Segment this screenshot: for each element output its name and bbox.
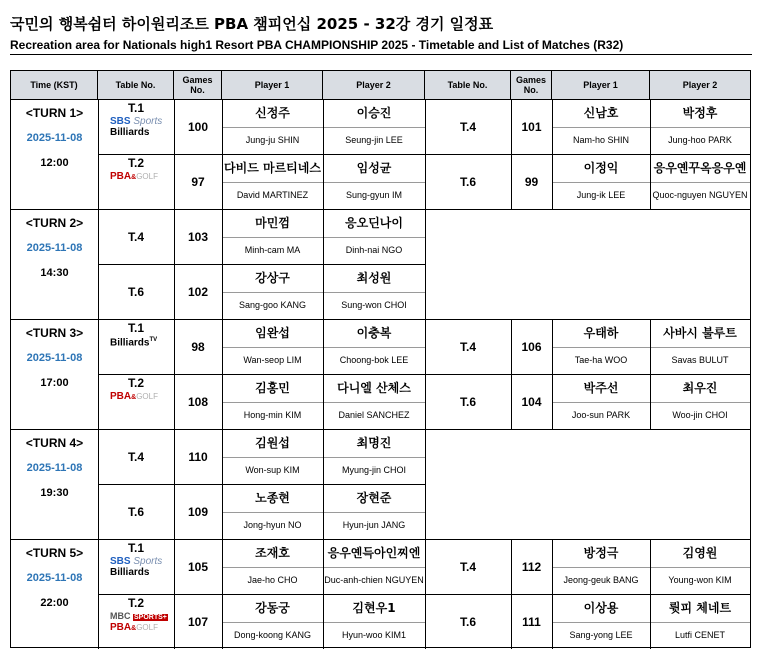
match-divider xyxy=(98,154,750,155)
header-table-no: Table No. xyxy=(98,71,174,99)
page-title-korean: 국민의 행복쉼터 하이원리조트 PBA 챔피언십 2025 - 32강 경기 일정표 xyxy=(10,15,494,33)
column-divider xyxy=(425,429,426,539)
golf-logo-text: GOLF xyxy=(136,623,158,632)
game-number: 108 xyxy=(187,394,209,409)
player1-english-name: Jeong-geuk BANG xyxy=(563,575,639,586)
player1-korean-name: 박주선 xyxy=(583,381,619,396)
player1-english-name: Jung-ik LEE xyxy=(576,190,626,201)
table-number: T.6 xyxy=(127,284,144,299)
header-games-no: Games No. xyxy=(174,71,222,99)
player1-english-name: Jong-hyun NO xyxy=(243,520,302,531)
player2-korean-name: 임성균 xyxy=(356,161,392,176)
table-number: T.1 xyxy=(127,101,144,115)
pba-logo-text: PBA xyxy=(110,622,132,633)
name-divider xyxy=(552,127,750,128)
table-number: T.1 xyxy=(127,541,144,555)
player2-english-name: Sung-gyun IM xyxy=(345,190,403,201)
table-number: T.2 xyxy=(127,596,144,610)
player2-korean-name: 륏피 체네트 xyxy=(668,601,732,616)
game-number: 112 xyxy=(521,559,542,574)
player2-korean-name: 최명진 xyxy=(356,436,392,451)
game-number: 103 xyxy=(187,229,209,244)
player1-english-name: Jung-ju SHIN xyxy=(245,135,300,146)
player2-english-name: Choong-bok LEE xyxy=(339,355,409,366)
player1-korean-name: 방정극 xyxy=(583,546,619,561)
player2-korean-name: 응우옌꾸옥응우옌 xyxy=(653,161,747,176)
sbs-sports-logo xyxy=(110,117,162,127)
player2-korean-name: 김현우1 xyxy=(352,601,396,616)
turn-date: 2025-11-08 xyxy=(26,132,83,144)
game-number: 99 xyxy=(524,174,539,189)
match-divider xyxy=(98,374,750,375)
player2-english-name: Myung-jin CHOI xyxy=(341,465,406,476)
name-divider xyxy=(552,622,750,623)
player2-english-name: Jung-hoo PARK xyxy=(668,135,732,146)
sports-logo-text: Sports xyxy=(133,116,163,127)
table-number: T.4 xyxy=(459,339,476,354)
name-divider xyxy=(552,347,750,348)
game-number: 106 xyxy=(521,339,542,354)
game-number: 102 xyxy=(187,284,209,299)
turn-time: 22:00 xyxy=(40,597,69,609)
player1-korean-name: 이정익 xyxy=(583,161,619,176)
billiards-logo-text: Billiards xyxy=(110,127,150,138)
billiards-logo xyxy=(110,568,149,578)
player2-english-name: Dinh-nai NGO xyxy=(345,245,403,256)
player2-english-name: Quoc-nguyen NGUYEN xyxy=(652,190,748,201)
player2-english-name: Young-won KIM xyxy=(668,575,732,586)
header-player1: Player 1 xyxy=(222,71,323,99)
pba-golf-logo xyxy=(110,392,158,402)
table-number: T.4 xyxy=(127,449,144,464)
billiards-tv-logo xyxy=(110,337,157,348)
player2-english-name: Duc-anh-chien NGUYEN xyxy=(324,575,424,586)
player2-korean-name: 응오딘나이 xyxy=(345,216,403,231)
player1-english-name: Nam-ho SHIN xyxy=(572,135,629,146)
player1-korean-name: 김홍민 xyxy=(255,381,290,396)
column-divider xyxy=(425,209,426,319)
pba-logo-text: PBA xyxy=(110,171,132,182)
player1-korean-name: 임완섭 xyxy=(255,326,290,341)
billiards-logo-text: Billiards xyxy=(110,337,150,349)
player1-english-name: Sang-goo KANG xyxy=(238,300,307,311)
table-number: T.4 xyxy=(459,559,476,574)
table-number: T.2 xyxy=(127,156,144,170)
schedule-table xyxy=(10,70,751,648)
table-number: T.1 xyxy=(127,321,144,335)
player1-english-name: Joo-sun PARK xyxy=(571,410,631,421)
turn-label: <TURN 2> xyxy=(25,216,84,230)
game-number: 107 xyxy=(187,614,209,629)
sports-logo-text: Sports xyxy=(133,556,163,567)
turn-time: 14:30 xyxy=(40,267,69,279)
amp-logo-text: & xyxy=(131,625,137,632)
player1-korean-name: 강동궁 xyxy=(255,601,290,616)
header-games-no-right: Games No. xyxy=(511,71,552,99)
player2-korean-name: 최우진 xyxy=(682,381,718,396)
amp-logo-text: & xyxy=(131,174,137,181)
header-player1-right: Player 1 xyxy=(552,71,650,99)
game-number: 111 xyxy=(522,614,541,629)
turn-time: 19:30 xyxy=(40,487,69,499)
player2-korean-name: 이승진 xyxy=(356,106,392,121)
sbs-logo-text: SBS xyxy=(110,116,131,127)
turn-date: 2025-11-08 xyxy=(26,572,83,584)
turn-label: <TURN 3> xyxy=(25,326,84,340)
turn-time: 17:00 xyxy=(40,377,69,389)
player1-korean-name: 신정주 xyxy=(255,106,290,121)
player1-english-name: David MARTINEZ xyxy=(236,190,309,201)
player1-english-name: Dong-koong KANG xyxy=(233,630,312,641)
player1-english-name: Tae-ha WOO xyxy=(574,355,628,366)
player2-english-name: Seung-jin LEE xyxy=(345,135,403,146)
player2-english-name: Lutfi CENET xyxy=(674,630,725,641)
mbc-sports-logo xyxy=(110,612,168,621)
player2-korean-name: 응우옌득아인찌엔 xyxy=(327,546,421,561)
page-title-english: Recreation area for Nationals high1 Resort PBA CHAMPIONSHIP 2025 - Timetable and List of Matches (R32) xyxy=(10,36,752,55)
header-table-no-right: Table No. xyxy=(425,71,511,99)
player2-english-name: Hyun-jun JANG xyxy=(342,520,406,531)
player1-english-name: Jae-ho CHO xyxy=(247,575,298,586)
player1-korean-name: 이상용 xyxy=(583,601,619,616)
player2-korean-name: 최성원 xyxy=(356,271,392,286)
golf-logo-text: GOLF xyxy=(136,392,158,401)
player1-korean-name: 우태하 xyxy=(583,326,619,341)
turn-date: 2025-11-08 xyxy=(26,352,83,364)
player2-korean-name: 사바시 불루트 xyxy=(663,326,737,341)
player2-korean-name: 김영원 xyxy=(682,546,718,561)
player2-korean-name: 이충복 xyxy=(356,326,392,341)
game-number: 101 xyxy=(521,119,542,134)
header-player2: Player 2 xyxy=(323,71,425,99)
match-divider xyxy=(98,264,425,265)
pba-golf-logo xyxy=(110,172,158,182)
mbc-sports-logo-text: SPORTS+ xyxy=(134,614,167,621)
player2-korean-name: 장현준 xyxy=(356,491,392,506)
name-divider xyxy=(552,402,750,403)
player1-english-name: Wan-seop LIM xyxy=(243,355,302,366)
turn-date: 2025-11-08 xyxy=(26,462,83,474)
player2-english-name: Hyun-woo KIM1 xyxy=(341,630,407,641)
game-number: 98 xyxy=(191,339,205,354)
player1-english-name: Won-sup KIM xyxy=(245,465,300,476)
turn-label: <TURN 1> xyxy=(25,106,84,120)
player1-english-name: Minh-cam MA xyxy=(244,245,301,256)
table-number: T.4 xyxy=(459,119,476,134)
turn-date: 2025-11-08 xyxy=(26,242,83,254)
golf-logo-text: GOLF xyxy=(136,172,158,181)
player1-korean-name: 노종현 xyxy=(255,491,290,506)
player1-korean-name: 조재호 xyxy=(255,546,290,561)
player2-english-name: Daniel SANCHEZ xyxy=(338,410,410,421)
game-number: 104 xyxy=(521,394,542,409)
table-number: T.6 xyxy=(459,174,476,189)
player2-english-name: Sung-won CHOI xyxy=(341,300,407,311)
game-number: 105 xyxy=(187,559,209,574)
game-number: 110 xyxy=(188,449,208,464)
table-number: T.4 xyxy=(127,229,144,244)
sbs-sports-logo xyxy=(110,557,162,567)
header-player2-right: Player 2 xyxy=(650,71,750,99)
tv-logo-text: TV xyxy=(149,337,158,343)
player1-english-name: Hong-min KIM xyxy=(243,410,302,421)
header-time: Time (KST) xyxy=(11,71,98,99)
player1-korean-name: 신남호 xyxy=(583,106,619,121)
table-number: T.6 xyxy=(127,504,144,519)
amp-logo-text: & xyxy=(131,394,137,401)
pba-logo-text: PBA xyxy=(110,391,132,402)
game-number: 97 xyxy=(191,174,205,189)
billiards-logo-text: Billiards xyxy=(110,567,150,578)
player1-korean-name: 김원섭 xyxy=(255,436,290,451)
turn-label: <TURN 5> xyxy=(25,546,84,560)
turn-label: <TURN 4> xyxy=(25,436,84,450)
turn-time: 12:00 xyxy=(40,157,69,169)
player2-korean-name: 다니엘 산체스 xyxy=(337,381,411,396)
table-number: T.6 xyxy=(459,614,476,629)
name-divider xyxy=(552,567,750,568)
player1-english-name: Sang-yong LEE xyxy=(569,630,633,641)
table-number: T.2 xyxy=(127,376,144,390)
sbs-logo-text: SBS xyxy=(110,556,131,567)
player1-korean-name: 마민껌 xyxy=(255,216,290,231)
match-divider xyxy=(98,594,750,595)
player2-english-name: Savas BULUT xyxy=(671,355,729,366)
billiards-logo xyxy=(110,128,149,138)
table-number: T.6 xyxy=(459,394,476,409)
name-divider xyxy=(552,182,750,183)
player1-korean-name: 강상구 xyxy=(255,271,290,286)
pba-golf-logo xyxy=(110,623,158,633)
game-number: 109 xyxy=(187,504,209,519)
player2-english-name: Woo-jin CHOI xyxy=(672,410,728,421)
player1-korean-name: 다비드 마르티네스 xyxy=(224,161,321,176)
match-divider xyxy=(98,484,425,485)
mbc-logo-text: MBC xyxy=(110,611,131,621)
player2-korean-name: 박정후 xyxy=(682,106,718,121)
game-number: 100 xyxy=(187,119,209,134)
